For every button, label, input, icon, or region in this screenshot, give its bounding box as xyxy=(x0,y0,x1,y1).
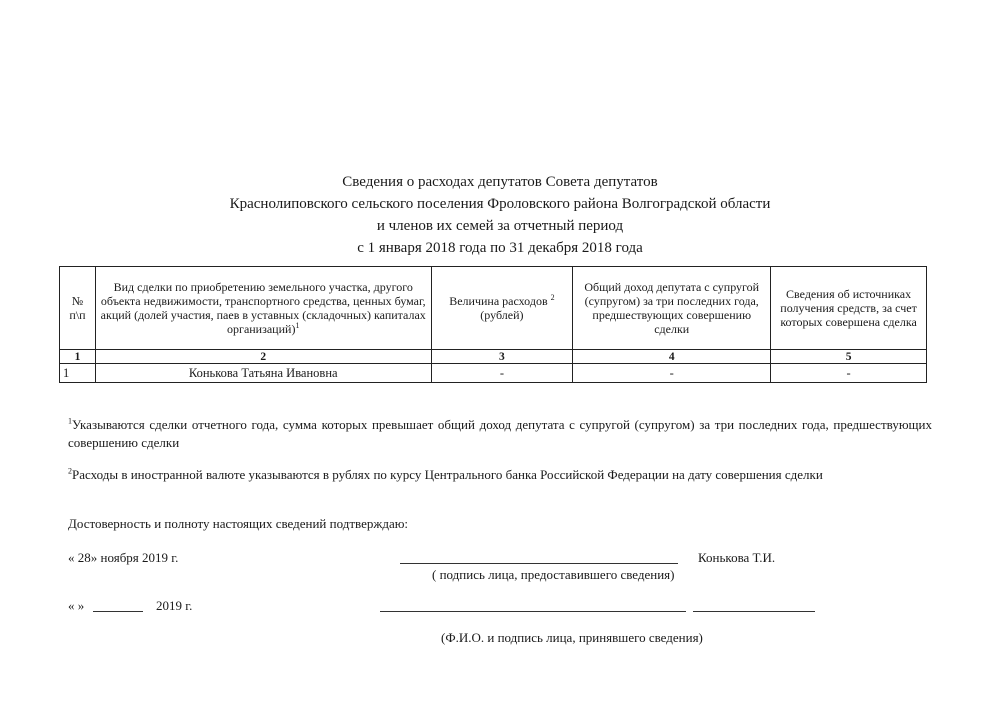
submitter-name: Конькова Т.И. xyxy=(698,550,776,565)
table-header-row xyxy=(60,267,927,350)
date-received-prefix: « » xyxy=(68,598,85,613)
receiver-name-line xyxy=(693,611,815,612)
date-received-year: 2019 г. xyxy=(156,598,193,613)
expenses-table xyxy=(59,266,927,383)
header-funds-source: Сведения об источниках получения средств, за счет которых совершена сделка xyxy=(771,267,927,350)
col-number: 4 xyxy=(573,350,771,364)
document-title xyxy=(0,171,1000,259)
title-line-1: Сведения о расходах депутатов Совета депутатов xyxy=(342,174,658,190)
col-number: 3 xyxy=(431,350,573,364)
submitter-caption: ( подпись лица, предоставившего сведения) xyxy=(432,567,675,582)
title-line-2: Краснолиповского сельского поселения Фроловского района Волгоградской области xyxy=(229,196,771,212)
confirm-text: Достоверность и полноту настоящих сведений подтверждаю: xyxy=(68,516,409,531)
header-num: № п\п xyxy=(60,267,96,350)
col-number: 5 xyxy=(771,350,927,364)
title-line-3: и членов их семей за отчетный период xyxy=(376,218,624,234)
date-submitted: « 28» ноября 2019 г. xyxy=(68,550,179,565)
title-line-4: с 1 января 2018 года по 31 декабря 2018 года xyxy=(357,240,643,256)
header-expenses: Величина расходов $^2$ (рублей) xyxy=(431,267,573,350)
row-num: 1 xyxy=(60,364,96,383)
row-name: Конькова Татьяна Ивановна xyxy=(95,364,431,383)
receiver-signature-line xyxy=(380,611,686,612)
col-number: 2 xyxy=(95,350,431,364)
receiver-caption: (Ф.И.О. и подпись лица, принявшего сведения) xyxy=(441,630,703,645)
header-total-income: Общий доход депутата с супругой (супругом) за три последних года, предшествующих совершению сделки xyxy=(573,267,771,350)
table-row xyxy=(60,364,927,383)
row-income: - xyxy=(573,364,771,383)
footnote-1: $^1$Указываются сделки отчетного года, сумма которых превышает общий доход депутата с супругой (супругом) за три последних года, предшествующих совершению сделки xyxy=(68,416,932,450)
col-number: 1 xyxy=(60,350,96,364)
footnote-2: $^2$Расходы в иностранной валюте указываются в рублях по курсу Центрального банка Российской Федерации на дату совершения сделки xyxy=(68,466,823,482)
header-deal-type: Вид сделки по приобретению земельного участка, другого объекта недвижимости, транспортного средства, ценных бумаг, акций (долей участия, паев в уставных (складочных) капиталах организаций)$^1$ xyxy=(95,267,431,350)
row-source: - xyxy=(771,364,927,383)
date-blank-line xyxy=(93,611,143,612)
table-number-row xyxy=(60,350,927,364)
row-expenses: - xyxy=(431,364,573,383)
signature-line xyxy=(400,563,678,564)
